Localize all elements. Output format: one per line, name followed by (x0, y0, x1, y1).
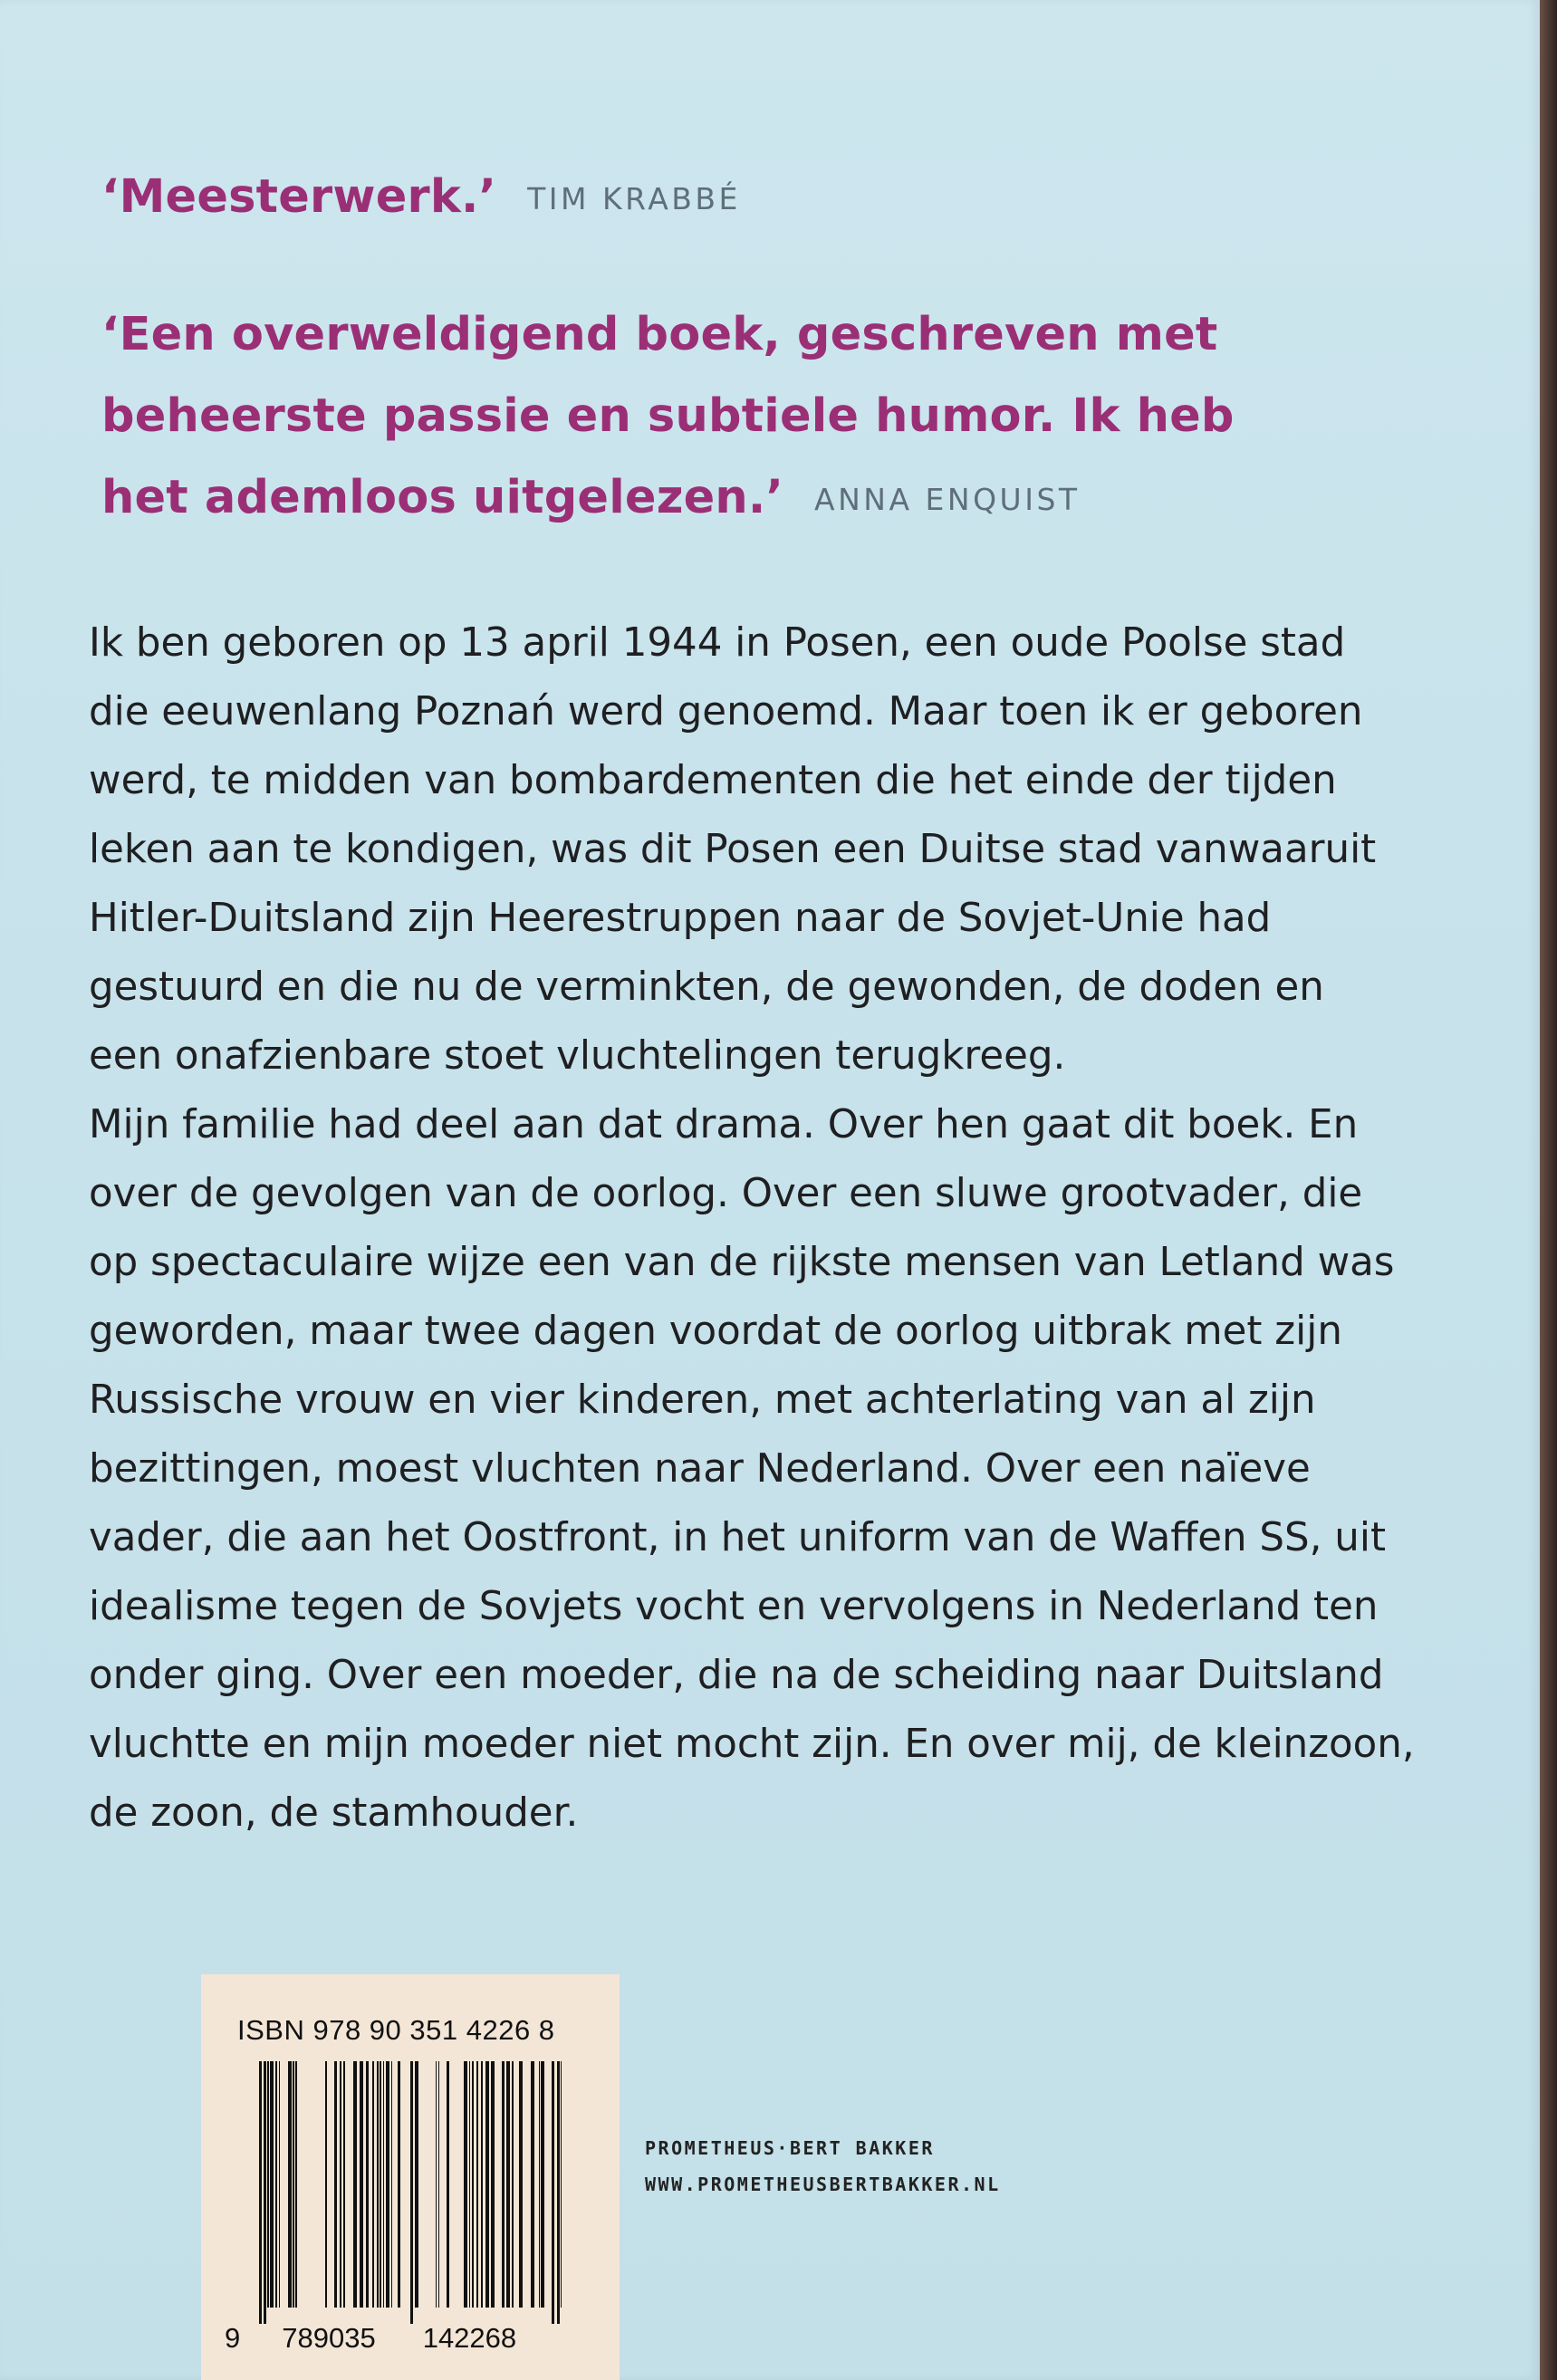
barcode-bar (438, 2061, 439, 2308)
blurb-line: Mijn familie had deel aan dat drama. Over hen gaat dit boek. En (89, 1102, 1359, 1147)
barcode-bar (264, 2061, 266, 2324)
barcode-bar (464, 2061, 467, 2308)
barcode-image (225, 2061, 596, 2324)
ean-left-group: 789035 (282, 2322, 376, 2354)
barcode-bar (436, 2061, 437, 2308)
barcode-bar (519, 2061, 523, 2308)
barcode-bar (377, 2061, 379, 2308)
blurb-line: bezittingen, moest vluchten naar Nederland. Over een naïeve (89, 1446, 1311, 1492)
barcode-bar (476, 2061, 478, 2308)
barcode-bar (372, 2061, 374, 2308)
barcode-bar (267, 2061, 269, 2308)
blurb-line: die eeuwenlang Poznań werd genoemd. Maar toen ik er geboren (89, 689, 1363, 734)
barcode-bar (279, 2061, 280, 2308)
blurb-line: vluchtte en mijn moeder niet mocht zijn. En over mij, de kleinzoon, (89, 1722, 1415, 1767)
barcode-bar (398, 2061, 400, 2308)
quote-2-line-2: beheerste passie en subtiele humor. Ik heb (101, 389, 1235, 443)
barcode-panel (201, 1974, 620, 2380)
barcode-bar (552, 2061, 554, 2324)
barcode-bar (288, 2061, 292, 2308)
barcode-bar (415, 2061, 418, 2308)
barcode-bar (469, 2061, 470, 2308)
barcode-bar (259, 2061, 262, 2324)
blurb-line: op spectaculaire wijze een van de rijkste mensen van Letland was (89, 1240, 1395, 1285)
blurb-line: Hitler-Duitsland zijn Heerestruppen naar de Sovjet-Unie had (89, 896, 1272, 941)
quote-2-attribution: ANNA ENQUIST (814, 482, 1081, 517)
ean-right-group: 142268 (422, 2322, 517, 2354)
blurb-line: Ik ben geboren op 13 april 1944 in Posen, een oude Poolse stad (89, 620, 1346, 666)
blurb-line: onder ging. Over een moeder, die na de scheiding naar Duitsland (89, 1653, 1384, 1698)
barcode-bar (561, 2061, 562, 2308)
quote-1 (101, 170, 741, 224)
barcode-bar (472, 2061, 474, 2308)
barcode-bar (481, 2061, 483, 2308)
barcode-bar (539, 2061, 540, 2308)
barcode-bar (512, 2061, 514, 2308)
barcode-bar (353, 2061, 357, 2308)
quote-1-attribution: TIM KRABBÉ (527, 181, 741, 216)
quote-2-line-1: ‘Een overweldigend boek, geschreven met (101, 308, 1218, 361)
ean-first-digit: 9 (225, 2322, 241, 2354)
barcode-bar (343, 2061, 345, 2308)
barcode-bar (447, 2061, 449, 2308)
barcode-bar (531, 2061, 534, 2308)
quote-2-line-3 (101, 471, 1081, 524)
isbn-label: ISBN 978 90 351 4226 8 (237, 2014, 555, 2046)
barcode-bar (293, 2061, 294, 2308)
barcode-bar (485, 2061, 489, 2308)
barcode-bar (270, 2061, 274, 2308)
quote-2-text: het ademloos uitgelezen.’ (101, 471, 784, 524)
barcode-bar (340, 2061, 341, 2308)
barcode-bar (295, 2061, 297, 2308)
barcode-bar (557, 2061, 560, 2324)
blurb-line: Russische vrouw en vier kinderen, met achterlating van al zijn (89, 1377, 1316, 1423)
barcode-bar (506, 2061, 510, 2308)
barcode-bar (275, 2061, 277, 2308)
barcode-bar (360, 2061, 363, 2308)
blurb-line: over de gevolgen van de oorlog. Over een sluwe grootvader, die (89, 1171, 1363, 1216)
blurb-line: de zoon, de stamhouder. (89, 1790, 579, 1836)
barcode-bar (541, 2061, 544, 2308)
barcode-bar (366, 2061, 369, 2308)
barcode-bar (410, 2061, 413, 2324)
blurb-line: een onafzienbare stoet vluchtelingen terugkreeg. (89, 1033, 1066, 1079)
publisher-website: WWW.PROMETHEUSBERTBAKKER.NL (645, 2174, 1001, 2195)
blurb-line: vader, die aan het Oostfront, in het uniform van de Waffen SS, uit (89, 1515, 1387, 1560)
barcode-bar (391, 2061, 392, 2308)
publisher-info (645, 2130, 1001, 2202)
publisher-name: PROMETHEUS·BERT BAKKER (645, 2137, 935, 2159)
barcode-bar (325, 2061, 327, 2308)
blurb-line: idealisme tegen de Sovjets vocht en vervolgens in Nederland ten (89, 1584, 1379, 1629)
barcode-bar (383, 2061, 384, 2308)
barcode-bar (386, 2061, 389, 2308)
barcode-bar (380, 2061, 381, 2308)
barcode-bar (491, 2061, 495, 2308)
barcode-bar (502, 2061, 505, 2308)
blurb-text (89, 609, 1447, 1847)
ean-digits (225, 2322, 596, 2355)
blurb-line: werd, te midden van bombardementen die het einde der tijden (89, 758, 1337, 803)
blurb-line: geworden, maar twee dagen voordat de oorlog uitbrak met zijn (89, 1309, 1342, 1354)
blurb-line: leken aan te kondigen, was dit Posen een Duitse stad vanwaaruit (89, 827, 1377, 872)
book-spine-edge (1540, 0, 1557, 2380)
barcode-bar (334, 2061, 337, 2308)
blurb-line: gestuurd en die nu de verminkten, de gewonden, de doden en (89, 964, 1324, 1010)
quote-1-text: ‘Meesterwerk.’ (101, 170, 497, 224)
